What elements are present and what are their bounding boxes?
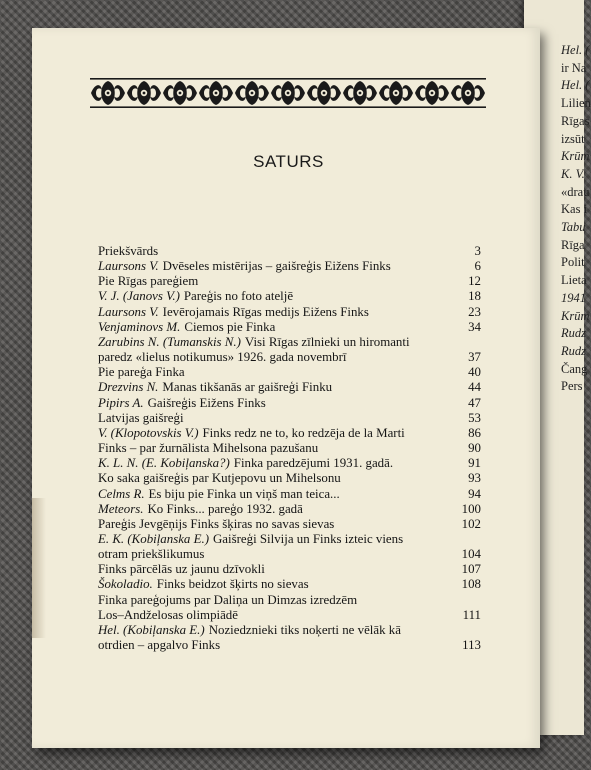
- toc-entry: [98, 532, 481, 562]
- adjacent-page-text: Rīgas: [561, 113, 590, 128]
- toc-entry-author: V. (Klopotovskis V.): [98, 425, 199, 440]
- ornament-motif: [162, 78, 198, 80]
- toc-entry-title: Ko Finks... pareģo 1932. gadā: [147, 501, 303, 516]
- ornament-motif: [198, 78, 234, 108]
- adjacent-page-text: Čang: [561, 361, 588, 376]
- ornament-motif: [215, 92, 218, 95]
- ornament-motif: [450, 78, 486, 80]
- toc-page-number: 18: [468, 289, 481, 304]
- toc-entry: [98, 289, 481, 304]
- ornament-motif: [343, 85, 354, 101]
- ornament-motif: [306, 78, 342, 108]
- toc-entry-line: [98, 396, 481, 411]
- table-of-contents: [98, 244, 481, 653]
- ornament-motif: [258, 85, 269, 101]
- toc-entry-title: Los–Andželosas olimpiādē: [98, 607, 238, 622]
- toc-entry-author: Celms R.: [98, 486, 145, 501]
- toc-page-number: 44: [468, 380, 481, 395]
- ornament-motif: [198, 78, 234, 80]
- ornament-motif: [378, 78, 414, 80]
- toc-page-number: 104: [461, 547, 481, 562]
- ornament-motif: [467, 92, 470, 95]
- toc-entry-line: [98, 335, 481, 350]
- toc-entry: [98, 259, 481, 274]
- toc-entry: [98, 426, 481, 441]
- toc-entry-title: Pie pareģa Finka: [98, 365, 185, 380]
- toc-entry-line: [98, 244, 481, 259]
- ornament-motif: [126, 78, 162, 80]
- toc-entry-line: [98, 608, 481, 623]
- adjacent-page-text: Lilien: [561, 96, 591, 111]
- ornament-motif: [91, 85, 102, 101]
- toc-entry: [98, 411, 481, 426]
- toc-page-number: 6: [474, 259, 481, 274]
- toc-entry-line: [98, 623, 481, 638]
- toc-entry: [98, 593, 481, 623]
- adjacent-page-text: K. V.: [561, 166, 585, 181]
- ornament-motif: [342, 78, 378, 80]
- toc-entry: [98, 456, 481, 471]
- ornament-motif: [415, 85, 426, 101]
- toc-entry-author: Venjaminovs M.: [98, 319, 181, 334]
- adjacent-page-text: Pers: [561, 379, 583, 394]
- ornament-motif: [90, 78, 126, 108]
- toc-entry-line: [98, 350, 481, 365]
- toc-page-number: 108: [461, 577, 481, 592]
- toc-entry-line: [98, 380, 481, 395]
- ornament-motif: [90, 78, 126, 80]
- toc-entry-author: Meteors.: [98, 501, 144, 516]
- toc-entry: [98, 441, 481, 456]
- ornament-motif: [378, 106, 414, 108]
- toc-entry: [98, 562, 481, 577]
- toc-entry: [98, 502, 481, 517]
- ornament-motif: [179, 92, 182, 95]
- ornament-motif: [450, 78, 486, 108]
- adjacent-page-text: izsūt: [561, 131, 585, 146]
- toc-entry-line: [98, 517, 481, 532]
- ornament-motif: [270, 78, 306, 80]
- toc-entry: [98, 623, 481, 653]
- toc-entry-title: Dvēseles mistērijas – gaišreģis Eižens Finks: [162, 259, 391, 274]
- toc-entry: [98, 274, 481, 289]
- toc-entry-author: V. J. (Janovs V.): [98, 289, 180, 304]
- toc-entry-line: [98, 547, 481, 562]
- ornament-motif: [414, 78, 450, 108]
- toc-entry-title: Manas tikšanās ar gaišreģi Finku: [162, 380, 333, 395]
- ornament-motif: [127, 85, 138, 101]
- toc-entry-title: Finka paredzējumi 1931. gadā.: [233, 456, 394, 471]
- ornament-motif: [114, 85, 125, 101]
- ornament-motif: [107, 92, 110, 95]
- toc-entry-title: paredz «lielus notikumus» 1926. gada novembrī: [98, 350, 347, 365]
- toc-entry-author: Laursons V.: [98, 304, 159, 319]
- toc-page-number: 107: [461, 562, 481, 577]
- toc-entry: [98, 320, 481, 335]
- toc-entry-author: E. K. (Kobiļanska E.): [98, 531, 209, 546]
- toc-entry-line: [98, 502, 481, 517]
- adjacent-page-text: Kas i: [561, 202, 588, 217]
- toc-page-number: 86: [468, 425, 481, 440]
- ornament-motif: [287, 92, 290, 95]
- toc-entry-line: [98, 259, 481, 274]
- ornament-motif: [378, 78, 414, 108]
- toc-entry-author: Zarubins N. (Tumanskis N.): [98, 334, 241, 349]
- ornament-motif: [342, 78, 378, 108]
- toc-entry-title: Pareģis Jevgēņijs Finks šķiras no savas sievas: [98, 516, 335, 531]
- toc-entry-title: otrdien – apgalvo Finks: [98, 638, 221, 653]
- ornament-motif: [270, 106, 306, 108]
- ornament-motif: [414, 106, 450, 108]
- toc-entry-author: K. L. N. (E. Kobiļanska?): [98, 456, 230, 471]
- toc-entry: [98, 471, 481, 486]
- toc-entry-title: Ievērojamais Rīgas medijs Eižens Finks: [162, 304, 369, 319]
- adjacent-page-text: Tabu: [561, 220, 586, 234]
- ornament-motif: [323, 92, 326, 95]
- toc-page-number: 12: [468, 274, 481, 289]
- toc-entry-author: Pipirs A.: [98, 395, 144, 410]
- toc-entry-title: Pie Rīgas pareģiem: [98, 274, 199, 289]
- ornament-motif: [395, 92, 398, 95]
- toc-entry-title: Es biju pie Finka un viņš man teica...: [148, 486, 340, 501]
- toc-entry-line: [98, 562, 481, 577]
- toc-entry-title: Gaišreģis Eižens Finks: [147, 395, 266, 410]
- ornament-motif: [451, 85, 462, 101]
- toc-page-number: 3: [474, 244, 481, 258]
- ornament-motif: [198, 106, 234, 108]
- adjacent-page-text: 1941: [561, 290, 586, 305]
- toc-entry: [98, 335, 481, 365]
- ornament-motif: [307, 85, 318, 101]
- toc-entry-line: [98, 638, 481, 653]
- toc-entry-title: Pareģis no foto ateljē: [183, 289, 294, 304]
- ornament-motif: [162, 78, 198, 108]
- toc-entry-line: [98, 532, 481, 547]
- adjacent-page-text: «drau: [561, 184, 590, 199]
- toc-entry-line: [98, 426, 481, 441]
- toc-entry-title: Ko saka gaišreģis par Kutjepovu un Mihelsonu: [98, 471, 341, 486]
- ornament-motif: [366, 85, 377, 101]
- toc-entry-line: [98, 320, 481, 335]
- ornament-motif: [431, 92, 434, 95]
- ornament-motif: [126, 106, 162, 108]
- ornament-motif: [234, 78, 270, 108]
- ornament-motif: [234, 78, 270, 80]
- toc-entry-title: Finks – par žurnālista Mihelsona pazušanu: [98, 441, 319, 456]
- toc-entry-title: Ciemos pie Finka: [184, 319, 276, 334]
- adjacent-page-text: Rīga: [561, 237, 585, 252]
- ornament-motif: [235, 85, 246, 101]
- toc-page-number: 37: [468, 350, 481, 365]
- toc-entry: [98, 380, 481, 395]
- ornament-motif: [163, 85, 174, 101]
- toc-entry: [98, 365, 481, 380]
- toc-entry-title: Noziedznieki tiks noķerti ne vēlāk kā: [208, 622, 401, 637]
- ornament-motif: [222, 85, 233, 101]
- ornament-motif: [294, 85, 305, 101]
- toc-entry-title: Priekšvārds: [98, 244, 159, 258]
- toc-entry-line: [98, 411, 481, 426]
- adjacent-page-text: Rudz: [561, 326, 586, 341]
- toc-page-number: 53: [468, 410, 481, 425]
- toc-entry-title: otram priekšlikumus: [98, 547, 205, 562]
- floral-ornament-icon: [90, 78, 486, 108]
- toc-entry-line: [98, 487, 481, 502]
- toc-page-number: 102: [461, 516, 481, 531]
- ornament-motif: [474, 85, 485, 101]
- ornament-motif: [438, 85, 449, 101]
- toc-entry-author: Hel. (Kobiļanska E.): [98, 622, 205, 637]
- ornament-motif: [251, 92, 254, 95]
- toc-entry-line: [98, 456, 481, 471]
- toc-entry-line: [98, 274, 481, 289]
- toc-entry: [98, 244, 481, 259]
- toc-page-number: 94: [468, 486, 481, 501]
- toc-entry-title: Visi Rīgas zīlnieki un hiromanti: [244, 334, 410, 349]
- toc-page-number: 34: [468, 319, 481, 334]
- ornament-motif: [402, 85, 413, 101]
- ornament-motif: [379, 85, 390, 101]
- ornament-motif: [359, 92, 362, 95]
- toc-entry: [98, 487, 481, 502]
- toc-entry-line: [98, 365, 481, 380]
- toc-page-number: 47: [468, 395, 481, 410]
- toc-page-number: 111: [462, 607, 481, 622]
- toc-entry-title: Finks pārcēlās uz jaunu dzīvokli: [98, 562, 265, 577]
- adjacent-page-text: Krūm: [561, 149, 590, 164]
- ornament-motif: [414, 78, 450, 80]
- toc-entry-author: Laursons V.: [98, 259, 159, 274]
- toc-page-number: 113: [462, 638, 481, 653]
- toc-entry-title: Gaišreģi Silvija un Finks izteic viens: [213, 531, 404, 546]
- ornament-motif: [450, 106, 486, 108]
- page-title: SATURS: [253, 152, 324, 171]
- toc-entry-title: Finks beidzot šķirts no sievas: [156, 577, 309, 592]
- toc-entry-author: Drezvins N.: [98, 380, 159, 395]
- toc-page-number: 90: [468, 441, 481, 456]
- toc-entry-title: Latvijas gaišreģi: [98, 410, 184, 425]
- toc-entry-line: [98, 471, 481, 486]
- toc-page-number: 93: [468, 471, 481, 486]
- adjacent-page-text: Lieta: [561, 273, 587, 288]
- ornament-motif: [330, 85, 341, 101]
- adjacent-page-text: Polit: [561, 255, 585, 270]
- toc-entry-line: [98, 593, 481, 608]
- toc-page-number: 40: [468, 365, 481, 380]
- toc-entry-line: [98, 289, 481, 304]
- ornament-motif: [270, 78, 306, 108]
- toc-entry: [98, 396, 481, 411]
- toc-entry-author: Šokoladio.: [98, 577, 153, 592]
- toc-entry: [98, 577, 481, 592]
- adjacent-page-text: Hel. (: [561, 43, 590, 57]
- ornament-motif: [150, 85, 161, 101]
- ornament-motif: [234, 106, 270, 108]
- ornament-motif: [186, 85, 197, 101]
- ornament-motif: [90, 106, 126, 108]
- toc-entry-line: [98, 441, 481, 456]
- toc-entry-line: [98, 305, 481, 320]
- adjacent-page-text: Rudz: [561, 343, 586, 358]
- adjacent-page-text: Hel. (: [561, 78, 590, 93]
- adjacent-page-text: ir Na: [561, 60, 587, 75]
- toc-page-number: 100: [461, 501, 481, 516]
- toc-entry-title: Finka pareģojums par Daliņa un Dimzas izredzēm: [98, 592, 358, 607]
- ornament-motif: [143, 92, 146, 95]
- ornament-motif: [126, 78, 162, 108]
- toc-entry-line: [98, 577, 481, 592]
- toc-page-number: 91: [468, 456, 481, 471]
- ornament-motif: [306, 78, 342, 80]
- ornament-motif: [342, 106, 378, 108]
- toc-entry: [98, 517, 481, 532]
- adjacent-page-text: Krūm: [561, 308, 590, 323]
- toc-entry-title: Finks redz ne to, ko redzēja de la Marti: [202, 425, 405, 440]
- ornament-motif: [271, 85, 282, 101]
- ornament-motif: [199, 85, 210, 101]
- toc-page-number: 23: [468, 304, 481, 319]
- ornament-motif: [162, 106, 198, 108]
- ornament-motif: [306, 106, 342, 108]
- toc-entry: [98, 305, 481, 320]
